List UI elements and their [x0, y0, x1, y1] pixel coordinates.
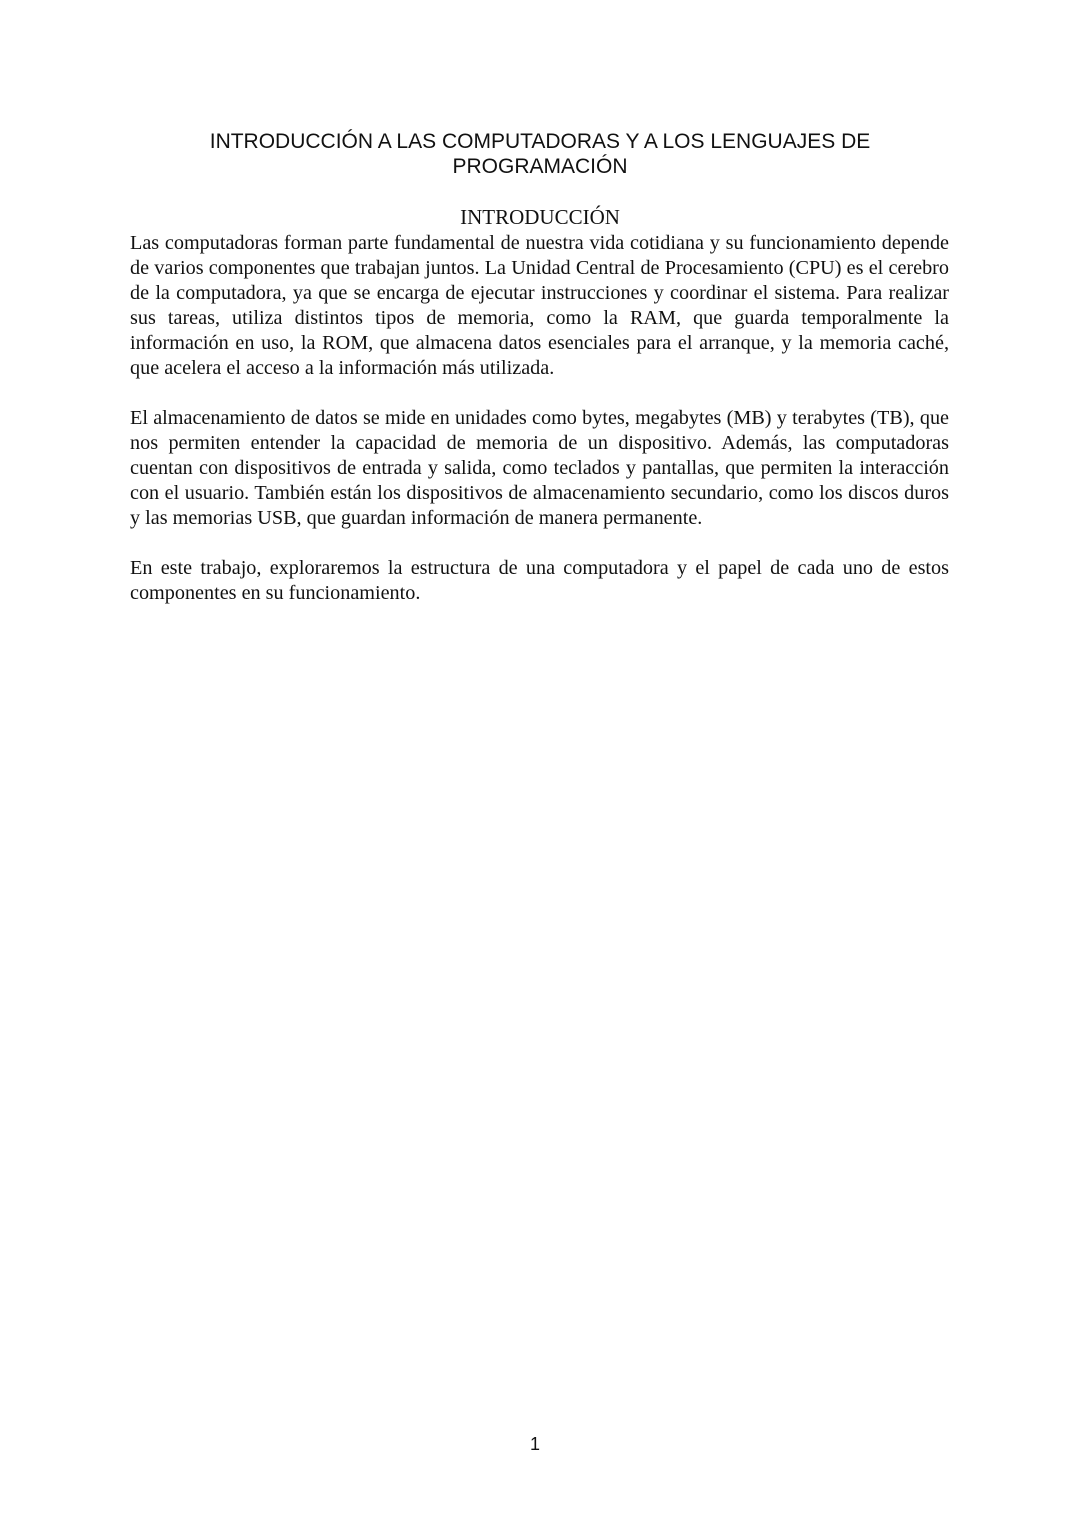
document-title: INTRODUCCIÓN A LAS COMPUTADORAS Y A LOS LENGUAJES DE PROGRAMACIÓN	[209, 130, 871, 178]
section-heading: INTRODUCCIÓN	[460, 205, 620, 229]
paragraph-1: Las computadoras forman parte fundamental de nuestra vida cotidiana y su funcionamiento depende de varios componentes que trabajan juntos. La Unidad Central de Procesamiento (CPU) es el cerebro de la computadora, ya que se encarga de ejecutar instrucciones y coordinar el sistema. Para realizar sus tareas, utiliza distintos tipos de memoria, como la RAM, que guarda temporalmente la información en uso, la ROM, que almacena datos esenciales para el arranque, y la memoria caché, que acelera el acceso a la información más utilizada.	[130, 232, 949, 379]
page-number: 1	[529, 1434, 540, 1454]
paragraph-2: El almacenamiento de datos se mide en unidades como bytes, megabytes (MB) y terabytes (TB), que nos permiten entender la capacidad de memoria de un dispositivo. Además, las computadoras cuentan con dispositivos de entrada y salida, como teclados y pantallas, que permiten la interacción con el usuario. También están los dispositivos de almacenamiento secundario, como los discos duros y las memorias USB, que guardan información de manera permanente.	[130, 407, 949, 529]
body-text	[130, 231, 949, 631]
paragraph-3: En este trabajo, exploraremos la estructura de una computadora y el papel de cada uno de estos componentes en su funcionamiento.	[130, 557, 949, 604]
